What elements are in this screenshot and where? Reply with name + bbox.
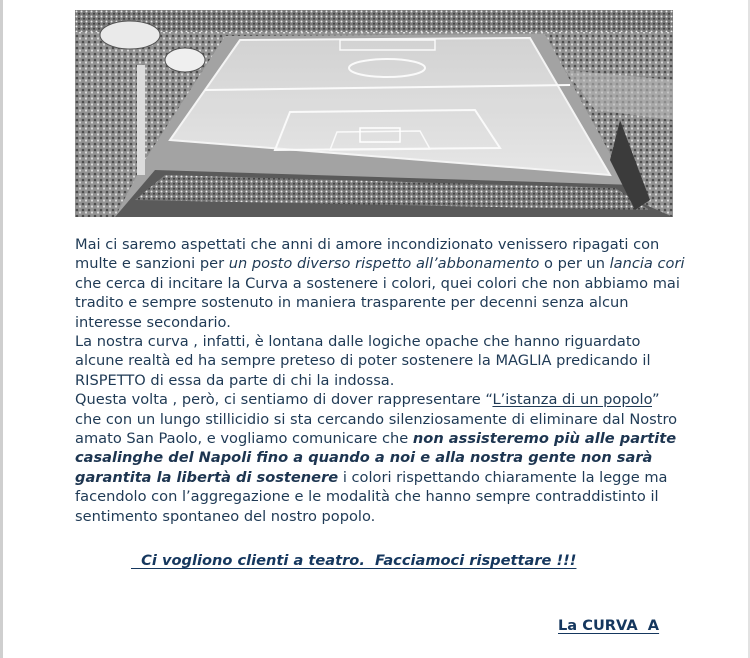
bold-italic-run: garantita la libertà di sostenere — [75, 468, 339, 486]
text-line — [75, 429, 715, 448]
slogan: Ci vogliono clienti a teatro. Facciamoci rispettare !!! — [131, 552, 577, 569]
text-run: RISPETTO di essa da parte di chi la indossa. — [75, 371, 395, 389]
text-run: ” — [651, 391, 660, 409]
text-run: che con un lungo stillicidio si sta cercando silenziosamente di eliminare dal Nostro — [75, 410, 678, 428]
underlined-run: L’istanza di un popolo — [492, 391, 652, 409]
bold-italic-run: casalinghe del Napoli fino a quando a noi e alla nostra gente non sarà — [75, 449, 653, 467]
text-line — [75, 274, 715, 293]
text-line — [75, 351, 715, 370]
stadium-photo — [75, 10, 673, 217]
text-line — [75, 448, 715, 467]
text-line — [75, 507, 715, 526]
stadium-illustration — [75, 10, 673, 217]
text-line — [75, 235, 715, 254]
text-line — [75, 254, 715, 273]
text-run: i colori rispettando chiaramente la legge ma — [338, 468, 668, 486]
text-line — [75, 332, 715, 351]
italic-run: un posto diverso rispetto all’abbonamento — [228, 255, 540, 273]
text-line — [75, 468, 715, 487]
text-run: La nostra curva , infatti, è lontana dalle logiche opache che hanno riguardato — [75, 333, 641, 351]
text-run: multe e sanzioni per — [75, 255, 229, 273]
text-run: interesse secondario. — [75, 313, 231, 331]
text-line — [75, 410, 715, 429]
text-run: amato San Paolo, e vogliamo comunicare che — [75, 430, 413, 448]
signature: La CURVA A — [558, 617, 660, 634]
text-run: o per un — [539, 255, 610, 273]
bold-italic-run: non assisteremo più alle partite — [412, 430, 677, 448]
text-line — [75, 313, 715, 332]
text-run: Questa volta , però, ci sentiamo di dover rappresentare “ — [75, 391, 493, 409]
text-line — [75, 293, 715, 312]
text-run: facendolo con l’aggregazione e le modalità che hanno sempre contraddistinto il — [75, 488, 659, 506]
text-run: sentimento spontaneo del nostro popolo. — [75, 507, 376, 525]
italic-run: lancia cori — [609, 255, 685, 273]
text-run: tradito e sempre sostenuto in maniera trasparente per decenni senza alcun — [75, 294, 629, 312]
statement-text — [75, 235, 715, 526]
text-line — [75, 371, 715, 390]
text-line — [75, 390, 715, 409]
text-run: che cerca di incitare la Curva a sostenere i colori, quei colori che non abbiamo mai — [75, 274, 680, 292]
text-line — [75, 487, 715, 506]
text-run: Mai ci saremo aspettati che anni di amore incondizionato venissero ripagati con — [75, 236, 660, 253]
text-run: alcune realtà ed ha sempre preteso di poter sostenere la MAGLIA predicando il — [75, 352, 651, 370]
